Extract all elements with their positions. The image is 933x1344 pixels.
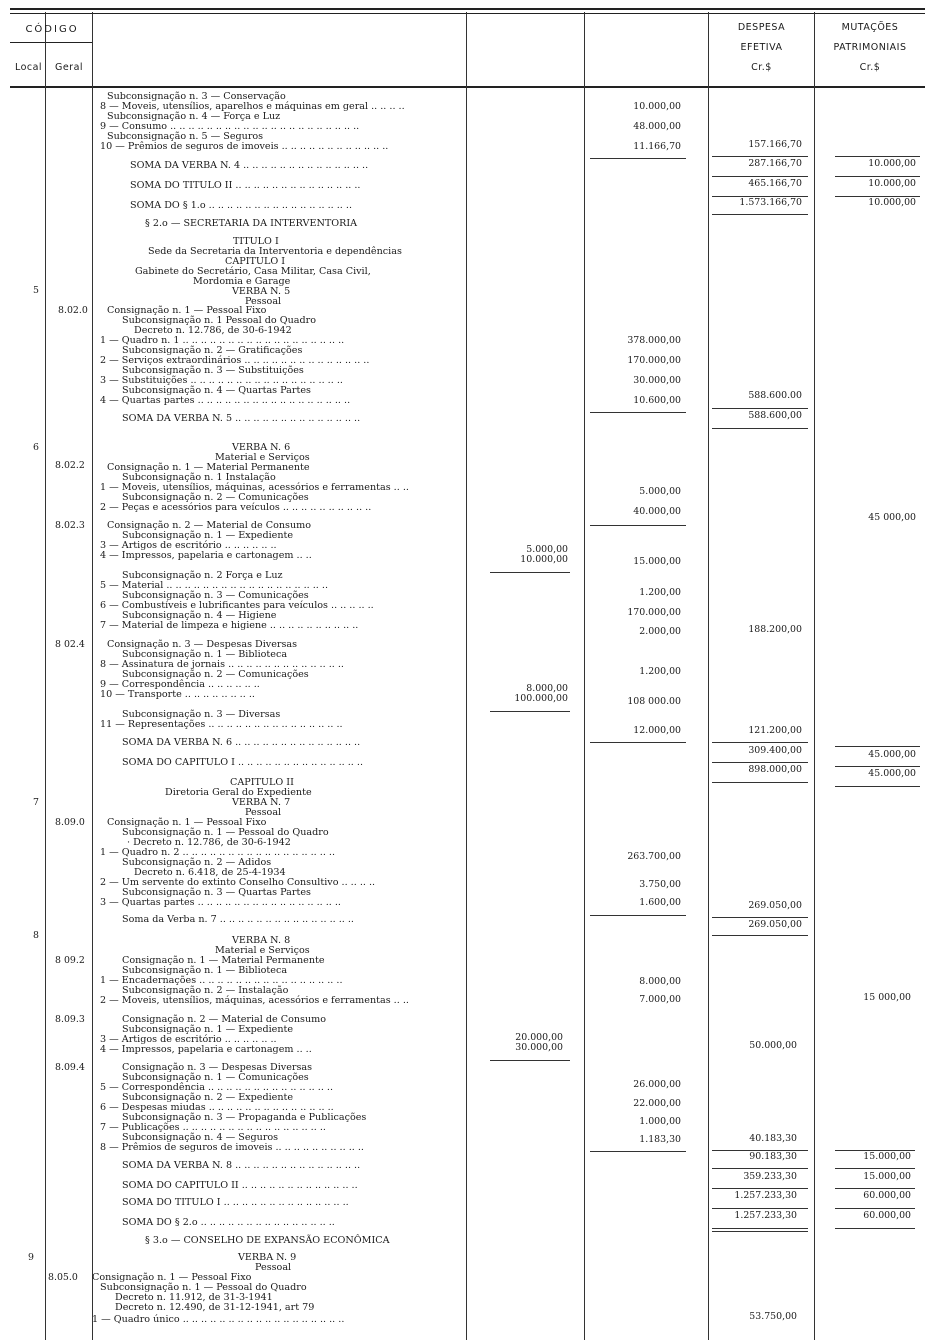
underline <box>712 917 808 918</box>
amount-despesa-efetiva: 50.000,00 <box>749 1040 797 1051</box>
underline <box>835 176 920 177</box>
budget-code: 8 <box>33 930 39 941</box>
header-geral: Geral <box>54 62 84 73</box>
amount-partial: 20.000,00 <box>515 1032 563 1043</box>
budget-line: Subconsignação n. 3 — Quartas Partes <box>122 887 311 898</box>
budget-line: Decreto n. 12.490, de 31-12-1941, art 79 <box>115 1302 315 1313</box>
col-rule-geral <box>92 12 93 1340</box>
amount-despesa-efetiva: 588.600,00 <box>748 410 802 421</box>
underline <box>712 1208 808 1209</box>
header-mutacoes-unit: Cr.$ <box>859 62 881 73</box>
underline <box>712 1188 808 1189</box>
budget-line: 3 — Quartas partes .. .. .. .. .. .. .. .. .. .. .. .. .. .. .. .. <box>100 897 341 908</box>
budget-line: SOMA DA VERBA N. 4 .. .. .. .. .. .. .. .. .. .. .. .. .. .. <box>130 160 369 171</box>
budget-line: 10 — Prêmios de seguros de imoveis .. .. .. .. .. .. .. .. .. .. .. .. <box>100 141 389 152</box>
amount-mutacoes: 60.000,00 <box>863 1190 911 1201</box>
underline <box>835 1168 915 1169</box>
amount-mutacoes: 45.000,00 <box>868 749 916 760</box>
budget-line: SOMA DO CAPITULO II .. .. .. .. .. .. .. .. .. .. .. .. .. <box>122 1180 358 1191</box>
budget-line: CAPITULO II <box>230 777 294 788</box>
amount-item: 1.200,00 <box>639 587 681 598</box>
header-patrimoniais: PATRIMONIAIS <box>833 42 907 53</box>
budget-line: Subconsignação n. 4 — Força e Luz <box>107 111 281 122</box>
amount-despesa-efetiva: 1.257.233,30 <box>734 1210 797 1221</box>
underline <box>712 408 808 409</box>
budget-line: Diretoria Geral do Expediente <box>165 787 312 798</box>
top-rule-thin <box>10 13 925 14</box>
budget-line: Consignação n. 1 — Pessoal Fixo <box>107 305 267 316</box>
amount-despesa-efetiva: 898.000,00 <box>748 764 802 775</box>
underline <box>712 1228 808 1229</box>
budget-line: Material e Serviços <box>215 452 310 463</box>
budget-code: 8.09.3 <box>55 1014 85 1025</box>
budget-line: Subconsignação n. 1 — Biblioteca <box>122 649 288 660</box>
amount-despesa-efetiva: 53.750,00 <box>749 1311 797 1322</box>
amount-despesa-efetiva: 188.200,00 <box>748 624 802 635</box>
budget-line: Gabinete do Secretário, Casa Militar, Casa Civil, <box>135 266 371 277</box>
col-rule-desc <box>466 12 467 1340</box>
budget-code: 8.05.0 <box>48 1272 78 1283</box>
budget-code: 8.09.4 <box>55 1062 85 1073</box>
budget-line: 6 — Combustíveis e lubrificantes para veículos .. .. .. .. .. <box>100 600 374 611</box>
underline <box>712 214 808 215</box>
amount-item: 48.000,00 <box>633 121 681 132</box>
amount-partial: 10.000,00 <box>520 554 568 565</box>
budget-line: Subconsignação n. 2 — Gratificações <box>122 345 303 356</box>
budget-line: 2 — Moveis, utensílios, máquinas, acessórios e ferramentas .. .. <box>100 995 409 1006</box>
budget-line: SOMA DO TITULO I .. .. .. .. .. .. .. .. .. .. .. .. .. .. <box>122 1197 349 1208</box>
amount-despesa-efetiva: 287.166,70 <box>748 158 802 169</box>
underline <box>835 1208 915 1209</box>
budget-line: Subconsignação n. 1 — Pessoal do Quadro <box>122 827 329 838</box>
budget-line: Subconsignação n. 1 Instalação <box>122 472 276 483</box>
budget-line: Subconsignação n. 3 — Conservação <box>107 91 286 102</box>
budget-line: Subconsignação n. 2 — Expediente <box>122 1092 294 1103</box>
col-rule-local <box>45 12 46 1340</box>
underline <box>712 935 808 936</box>
budget-line: 2 — Um servente do extinto Conselho Consultivo .. .. .. .. <box>100 877 376 888</box>
amount-despesa-efetiva: 588.600.00 <box>748 390 802 401</box>
amount-partial: 30.000,00 <box>515 1042 563 1053</box>
underline <box>490 711 570 712</box>
budget-line: § 3.o — CONSELHO DE EXPANSÃO ECONÔMICA <box>145 1235 390 1246</box>
amount-item: 3.750,00 <box>639 879 681 890</box>
budget-line: Consignação n. 2 — Material de Consumo <box>122 1014 327 1025</box>
amount-item: 10.000,00 <box>633 101 681 112</box>
amount-despesa-efetiva: 1.257.233,30 <box>734 1190 797 1201</box>
budget-line: Subconsignação n. 3 — Diversas <box>122 709 281 720</box>
underline <box>712 1168 808 1169</box>
budget-line: 11 — Representações .. .. .. .. .. .. .. .. .. .. .. .. .. .. .. <box>100 719 343 730</box>
budget-line: Subconsignação n. 4 — Higiene <box>122 610 277 621</box>
underline <box>712 428 808 429</box>
amount-item: 1.200,00 <box>639 666 681 677</box>
header-codigo: CÓDIGO <box>25 24 79 35</box>
budget-line: · Decreto n. 12.786, de 30-6-1942 <box>127 837 291 848</box>
budget-line: CAPITULO I <box>225 256 286 267</box>
budget-line: 2 — Serviços extraordinários .. .. .. .. .. .. .. .. .. .. .. .. .. .. <box>100 355 370 366</box>
amount-item: 1.600,00 <box>639 897 681 908</box>
amount-despesa-efetiva: 90.183,30 <box>749 1151 797 1162</box>
underline <box>590 1151 686 1152</box>
budget-line: Subconsignação n. 1 — Expediente <box>122 530 294 541</box>
budget-code: 9 <box>28 1252 34 1263</box>
budget-line: Consignação n. 1 — Material Permanente <box>107 462 310 473</box>
budget-line: 5 — Material .. .. .. .. .. .. .. .. .. .. .. .. .. .. .. .. .. .. <box>100 580 328 591</box>
budget-line: 3 — Artigos de escritório .. .. .. .. .. .. <box>100 1034 277 1045</box>
budget-line: Consignação n. 3 — Despesas Diversas <box>107 639 298 650</box>
underline <box>590 915 686 916</box>
amount-despesa-efetiva: 121.200,00 <box>748 725 802 736</box>
budget-line: Subconsignação n. 5 — Seguros <box>107 131 264 142</box>
budget-line: 7 — Material de limpeza e higiene .. .. .. .. .. .. .. .. .. .. <box>100 620 359 631</box>
budget-code: 8.02.3 <box>55 520 85 531</box>
budget-line: Consignação n. 1 — Material Permanente <box>122 955 325 966</box>
budget-line: Pessoal <box>245 296 282 307</box>
budget-line: SOMA DA VERBA N. 8 .. .. .. .. .. .. .. .. .. .. .. .. .. .. <box>122 1160 361 1171</box>
underline <box>835 1188 915 1189</box>
amount-mutacoes: 10.000,00 <box>868 197 916 208</box>
budget-code: 8 09.2 <box>55 955 85 966</box>
budget-line: Consignação n. 2 — Material de Consumo <box>107 520 312 531</box>
budget-line: 8 — Assinatura de jornais .. .. .. .. .. .. .. .. .. .. .. .. .. <box>100 659 344 670</box>
amount-item: 108 000.00 <box>627 696 681 707</box>
amount-item: 8.000,00 <box>639 976 681 987</box>
amount-mutacoes: 15 000,00 <box>863 992 911 1003</box>
budget-line: 4 — Impressos, papelaria e cartonagem .. .. <box>100 550 312 561</box>
amount-despesa-efetiva: 157.166,70 <box>748 139 802 150</box>
amount-item: 2.000,00 <box>639 626 681 637</box>
underline <box>712 176 808 177</box>
amount-despesa-efetiva: 359.233,30 <box>743 1171 797 1182</box>
budget-code: 6 <box>33 442 39 453</box>
amount-mutacoes: 10.000,00 <box>868 158 916 169</box>
budget-line: 3 — Artigos de escritório .. .. .. .. .. .. <box>100 540 277 551</box>
budget-line: VERBA N. 5 <box>232 286 291 297</box>
amount-item: 378.000,00 <box>627 335 681 346</box>
budget-line: Subconsignação n. 4 — Seguros <box>122 1132 279 1143</box>
budget-line: Subconsignação n. 1 Pessoal do Quadro <box>122 315 316 326</box>
budget-line: Subconsignação n. 2 — Comunicações <box>122 669 309 680</box>
budget-line: 1 — Encadernações .. .. .. .. .. .. .. .. .. .. .. .. .. .. .. .. <box>100 975 343 986</box>
budget-line: TITULO I <box>233 236 279 247</box>
budget-line: Material e Serviços <box>215 945 310 956</box>
budget-line: 1 — Quadro n. 2 .. .. .. .. .. .. .. .. .. .. .. .. .. .. .. .. .. <box>100 847 336 858</box>
amount-mutacoes: 15.000,00 <box>863 1151 911 1162</box>
underline <box>590 412 686 413</box>
budget-line: Consignação n. 1 — Pessoal Fixo <box>107 817 267 828</box>
budget-line: 10 — Transporte .. .. .. .. .. .. .. .. <box>100 689 255 700</box>
budget-line: Subconsignação n. 3 — Substituições <box>122 365 304 376</box>
budget-line: Sede da Secretaria da Interventoria e dependências <box>148 246 402 257</box>
underline <box>590 158 686 159</box>
amount-item: 5.000,00 <box>639 486 681 497</box>
underline <box>835 1228 915 1229</box>
amount-item: 1.183,30 <box>639 1134 681 1145</box>
budget-line: Decreto n. 12.786, de 30-6-1942 <box>134 325 292 336</box>
amount-partial: 100.000,00 <box>514 693 568 704</box>
budget-line: 7 — Publicações .. .. .. .. .. .. .. .. .. .. .. .. .. .. .. .. <box>100 1122 326 1133</box>
budget-line: VERBA N. 7 <box>232 797 291 808</box>
amount-despesa-efetiva: 40.183,30 <box>749 1133 797 1144</box>
header-local: Local <box>14 62 43 73</box>
amount-mutacoes: 45.000,00 <box>868 768 916 779</box>
underline <box>712 742 808 743</box>
underline <box>490 1060 570 1061</box>
amount-mutacoes: 15.000,00 <box>863 1171 911 1182</box>
amount-mutacoes: 10.000,00 <box>868 178 916 189</box>
budget-line: 5 — Correspondência .. .. .. .. .. .. .. .. .. .. .. .. .. .. <box>100 1082 334 1093</box>
underline <box>835 156 920 157</box>
underline <box>712 782 808 783</box>
amount-item: 170.000,00 <box>627 607 681 618</box>
header-despesa-unit: Cr.$ <box>751 62 772 73</box>
col-rule-b <box>708 12 709 1340</box>
header-rule <box>10 86 925 88</box>
underline <box>490 572 570 573</box>
budget-line: VERBA N. 9 <box>238 1252 297 1263</box>
underline <box>590 525 686 526</box>
budget-line: Decreto n. 11.912, de 31-3-1941 <box>115 1292 273 1303</box>
amount-item: 1.000,00 <box>639 1116 681 1127</box>
header-efetiva: EFETIVA <box>740 42 783 53</box>
amount-item: 40.000,00 <box>633 506 681 517</box>
amount-despesa-efetiva: 465.166,70 <box>748 178 802 189</box>
budget-line: Soma da Verba n. 7 .. .. .. .. .. .. .. .. .. .. .. .. .. .. .. <box>122 914 354 925</box>
underline <box>835 786 920 787</box>
amount-despesa-efetiva: 269.050,00 <box>748 900 802 911</box>
budget-line: Decreto n. 6.418, de 25-4-1934 <box>134 867 286 878</box>
budget-line: SOMA DA VERBA N. 5 .. .. .. .. .. .. .. .. .. .. .. .. .. .. <box>122 413 361 424</box>
budget-line: 8 — Moveis, utensílios, aparelhos e máquinas em geral .. .. .. .. <box>100 101 405 112</box>
amount-item: 7.000,00 <box>639 994 681 1005</box>
col-rule-a <box>584 12 585 1340</box>
codigo-rule <box>10 42 92 43</box>
amount-item: 12.000,00 <box>633 725 681 736</box>
budget-line: Consignação n. 3 — Despesas Diversas <box>122 1062 313 1073</box>
budget-code: 8.02.0 <box>58 305 88 316</box>
amount-despesa-efetiva: 269.050,00 <box>748 919 802 930</box>
budget-line: Subconsignação n. 4 — Quartas Partes <box>122 385 311 396</box>
budget-code: 8.09.0 <box>55 817 85 828</box>
budget-line: SOMA DO § 2.o .. .. .. .. .. .. .. .. .. .. .. .. .. .. .. <box>122 1217 335 1228</box>
amount-item: 30.000,00 <box>633 375 681 386</box>
underline <box>835 766 920 767</box>
budget-line: Subconsignação n. 3 — Comunicações <box>122 590 309 601</box>
budget-line: Subconsignação n. 1 — Biblioteca <box>122 965 288 976</box>
underline <box>712 1231 808 1232</box>
budget-line: SOMA DO § 1.o .. .. .. .. .. .. .. .. .. .. .. .. .. .. .. .. <box>130 200 353 211</box>
budget-code: 8 02.4 <box>55 639 85 650</box>
amount-mutacoes: 60.000,00 <box>863 1210 911 1221</box>
col-rule-c <box>814 12 815 1340</box>
budget-line: Subconsignação n. 1 — Expediente <box>122 1024 294 1035</box>
amount-item: 170.000,00 <box>627 355 681 366</box>
underline <box>835 746 920 747</box>
budget-line: Subconsignação n. 1 — Pessoal do Quadro <box>100 1282 307 1293</box>
budget-line: 6 — Despesas miudas .. .. .. .. .. .. .. .. .. .. .. .. .. .. <box>100 1102 334 1113</box>
budget-code: 7 <box>33 797 39 808</box>
budget-line: SOMA DO TITULO II .. .. .. .. .. .. .. .. .. .. .. .. .. .. <box>130 180 361 191</box>
amount-item: 15.000,00 <box>633 556 681 567</box>
underline <box>712 762 808 763</box>
amount-item: 263.700,00 <box>627 851 681 862</box>
budget-code: 5 <box>33 285 39 296</box>
budget-line: 3 — Substituições .. .. .. .. .. .. .. .. .. .. .. .. .. .. .. .. .. <box>100 375 343 386</box>
budget-line: 9 — Consumo .. .. .. .. .. .. .. .. .. .. .. .. .. .. .. .. .. .. .. .. .. <box>100 121 360 132</box>
budget-line: § 2.o — SECRETARIA DA INTERVENTORIA <box>145 218 358 229</box>
budget-line: 1 — Quadro n. 1 .. .. .. .. .. .. .. .. .. .. .. .. .. .. .. .. .. .. <box>100 335 345 346</box>
budget-line: Subconsignação n. 2 — Adidos <box>122 857 272 868</box>
amount-despesa-efetiva: 1.573.166,70 <box>739 197 802 208</box>
budget-line: VERBA N. 6 <box>232 442 291 453</box>
budget-line: Mordomia e Garage <box>193 276 291 287</box>
budget-line: 9 — Correspondência .. .. .. .. .. .. <box>100 679 260 690</box>
amount-despesa-efetiva: 309.400,00 <box>748 745 802 756</box>
budget-line: 1 — Quadro único .. .. .. .. .. .. .. .. .. .. .. .. .. .. .. .. .. .. <box>92 1314 345 1325</box>
budget-line: 8 — Prêmios de seguros de imoveis .. .. .. .. .. .. .. .. .. .. <box>100 1142 364 1153</box>
amount-mutacoes: 45 000,00 <box>868 512 916 523</box>
amount-item: 22.000,00 <box>633 1098 681 1109</box>
underline <box>712 156 808 157</box>
budget-line: 4 — Quartas partes .. .. .. .. .. .. .. .. .. .. .. .. .. .. .. .. .. <box>100 395 351 406</box>
budget-code: 8.02.2 <box>55 460 85 471</box>
budget-line: VERBA N. 8 <box>232 935 291 946</box>
underline <box>590 742 686 743</box>
budget-line: Subconsignação n. 3 — Propaganda e Publicações <box>122 1112 367 1123</box>
budget-line: Pessoal <box>245 807 282 818</box>
top-rule <box>10 8 925 10</box>
budget-line: Pessoal <box>255 1262 292 1273</box>
budget-line: Subconsignação n. 1 — Comunicações <box>122 1072 309 1083</box>
amount-partial: 5.000,00 <box>526 544 568 555</box>
header-mutacoes: MUTAÇÕES <box>841 22 899 33</box>
budget-line: 1 — Moveis, utensílios, máquinas, acessórios e ferramentas .. .. <box>100 482 409 493</box>
budget-line: Subconsignação n. 2 Força e Luz <box>122 570 283 581</box>
amount-item: 10.600,00 <box>633 395 681 406</box>
budget-line: 4 — Impressos, papelaria e cartonagem .. .. <box>100 1044 312 1055</box>
budget-line: 2 — Peças e acessórios para veículos .. .. .. .. .. .. .. .. .. .. <box>100 502 372 513</box>
amount-item: 26.000,00 <box>633 1079 681 1090</box>
header-despesa: DESPESA <box>737 22 786 33</box>
budget-line: Subconsignação n. 2 — Instalação <box>122 985 289 996</box>
budget-line: SOMA DO CAPITULO I .. .. .. .. .. .. .. .. .. .. .. .. .. .. <box>122 757 364 768</box>
budget-line: SOMA DA VERBA N. 6 .. .. .. .. .. .. .. .. .. .. .. .. .. .. <box>122 737 361 748</box>
amount-item: 11.166,70 <box>633 141 681 152</box>
amount-partial: 8.000,00 <box>526 683 568 694</box>
budget-line: Consignação n. 1 — Pessoal Fixo <box>92 1272 252 1283</box>
budget-line: Subconsignação n. 2 — Comunicações <box>122 492 309 503</box>
